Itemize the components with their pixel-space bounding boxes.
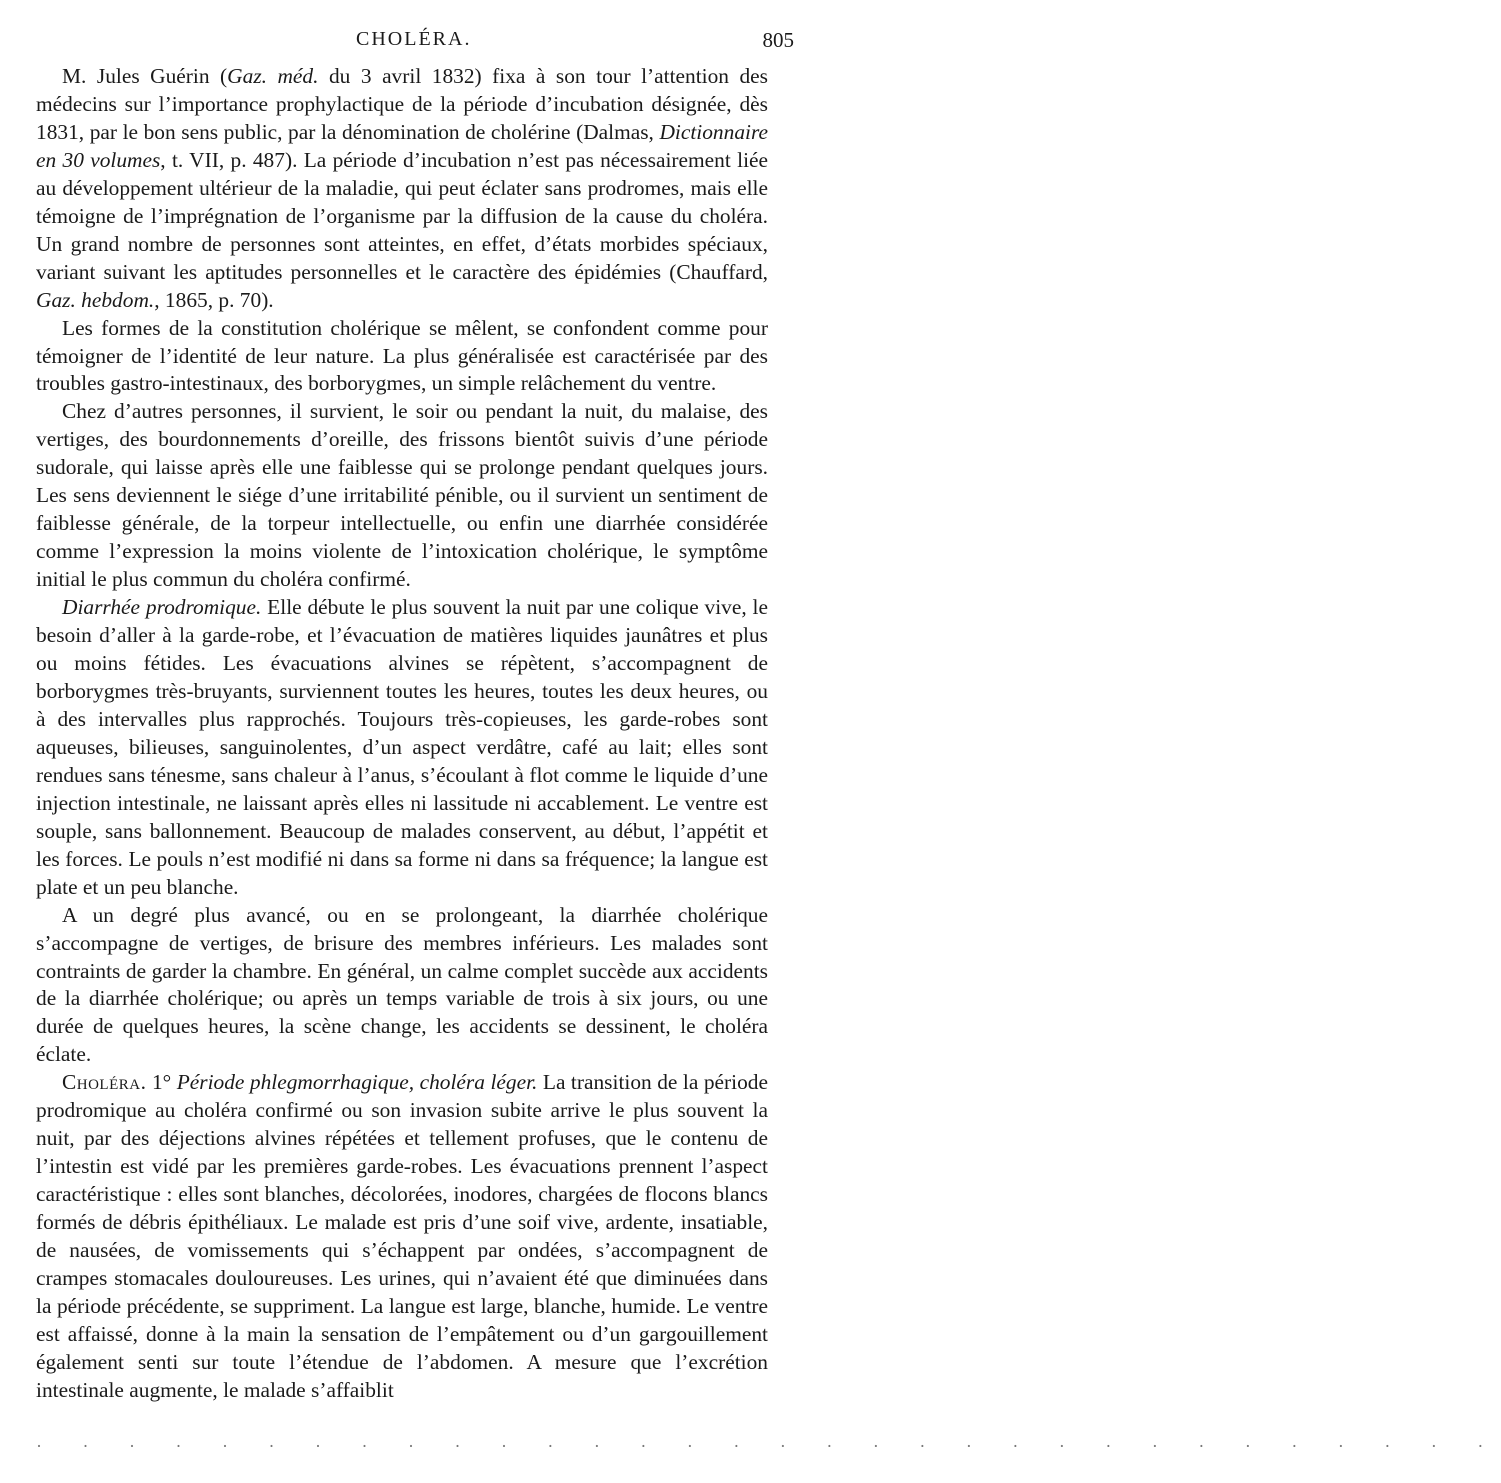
text-run: du 3 avril 1832) fixa à son tour l’attention des médecins sur l’importance prophylactique de la période d’incubation désignée, dès 1831, par le bon sens public, par la dénomination de cholérine (Dalmas, — [36, 64, 769, 144]
paragraph — [36, 398, 768, 594]
text-run: Chez d’autres personnes, il survient, le soir ou pendant la nuit, du malaise, des vertiges, des bourdonnements d’oreille, des frissons bientôt suivis d’une période sudorale, qui laisse après elle une faiblesse qui se prolonge pendant quelques jours. Les sens deviennent le siége d’une irritabilité pénible, ou il survient un sentiment de faiblesse générale, de la torpeur intellectuelle, ou enfin une diarrhée considérée comme l’expression la moins violente de l’intoxication cholérique, le symptôme initial le plus commun du choléra confirmé. — [36, 399, 768, 592]
italic-text: Gaz. hebdom. — [36, 287, 155, 312]
text-run: , 1865, p. 70). — [154, 287, 274, 312]
text-run: M. Jules Guérin ( — [62, 64, 228, 88]
italic-text: Gaz. méd. — [227, 64, 319, 88]
running-title: CHOLÉRA. — [356, 28, 472, 50]
italic-text: Période phlegmorrhagique, choléra léger. — [176, 1070, 538, 1095]
text-run: Les formes de la constitution cholérique se mêlent, se confondent comme pour témoigner de l’identité de leur nature. La plus généralisée est caractérisée par des troubles gastro-intestinaux, des borborygmes, un simple relâchement du ventre. — [36, 315, 768, 396]
body-text — [36, 63, 768, 1405]
text-run: 1° — [146, 1070, 177, 1095]
text-run: Elle débute le plus souvent la nuit par une colique vive, le besoin d’aller à la garde-robe, et l’évacuation de matières liquides jaunâtres et plus ou moins fétides. Les évacuations alvines se répètent, s’accompagnent de borborygmes très-bruyants, surviennent toutes les heures, toutes les deux heures, ou à des intervalles plus rapprochés. Toujours très-copieuses, les garde-robes sont aqueuses, bilieuses, sanguinolentes, d’un aspect verdâtre, café au lait; elles sont rendues sans ténesme, sans chaleur à l’anus, s’écoulant à flot comme le liquide d’une injection intestinale, ne laissant après elles ni lassitude ni accablement. Le ventre est souple, sans ballonnement. Beaucoup de malades conservent, au début, l’appétit et les forces. Le pouls n’est modifié ni dans sa forme ni dans sa fréquence; la langue est plate et un peu blanche. — [36, 595, 768, 899]
page-number: 805 — [762, 28, 794, 52]
text-run: , t. VII, p. 487). La période d’incubation n’est pas nécessairement liée au développement ultérieur de la maladie, qui peut éclater sans prodromes, mais elle témoigne de l’imprégnation de l’organisme par la diffusion de la cause du choléra. Un grand nombre de personnes sont atteintes, en effet, d’états morbides spéciaux, variant suivant les aptitudes personnelles et le caractère des épidémies (Chauffard, — [36, 147, 768, 284]
text-run: La transition de la période prodromique au choléra confirmé ou son invasion subite arrive le plus souvent la nuit, par des déjections alvines répétées et tellement profuses, que le contenu de l’intestin est vidé par les premières garde-robes. Les évacuations prennent l’aspect caractéristique : elles sont blanches, décolorées, inodores, chargées de flocons blancs formés de débris épithéliaux. Le malade est pris d’une soif vive, ardente, insatiable, de nausées, de vomissements qui s’échappent par ondées, s’accompagnent de crampes stomacales douloureuses. Les urines, qui n’avaient été que diminuées dans la période précédente, se suppriment. La langue est large, blanche, humide. Le ventre est affaissé, donne à la main la sensation de l’empâtement ou d’un gargouillement également senti sur toute l’étendue de l’abdomen. A mesure que l’excrétion intestinale augmente, le malade s’affaiblit — [36, 1070, 768, 1402]
scan-artifact-dots: · · · · · · · · · · · · · · · · · · · · · · · · · · · · · · · · — [36, 1436, 1501, 1456]
paragraph — [36, 1069, 768, 1404]
italic-text: Dictionnaire en 30 volumes — [36, 119, 768, 172]
text-run: A un degré plus avancé, ou en se prolongeant, la diarrhée cholérique s’accompagne de vertiges, de brisure des membres inférieurs. Les malades sont contraints de garder la chambre. En général, un calme complet succède aux accidents de la diarrhée cholérique; ou après un temps variable de trois à six jours, ou une durée de quelques heures, la scène change, les accidents se dessinent, le choléra éclate. — [36, 902, 768, 1067]
paragraph — [36, 63, 768, 315]
running-head — [0, 28, 800, 58]
paragraph — [36, 315, 768, 399]
paragraph — [36, 902, 768, 1070]
paragraph — [36, 594, 768, 901]
italic-text: Diarrhée prodromique. — [62, 595, 262, 620]
small-caps-heading: Choléra. — [62, 1070, 147, 1095]
